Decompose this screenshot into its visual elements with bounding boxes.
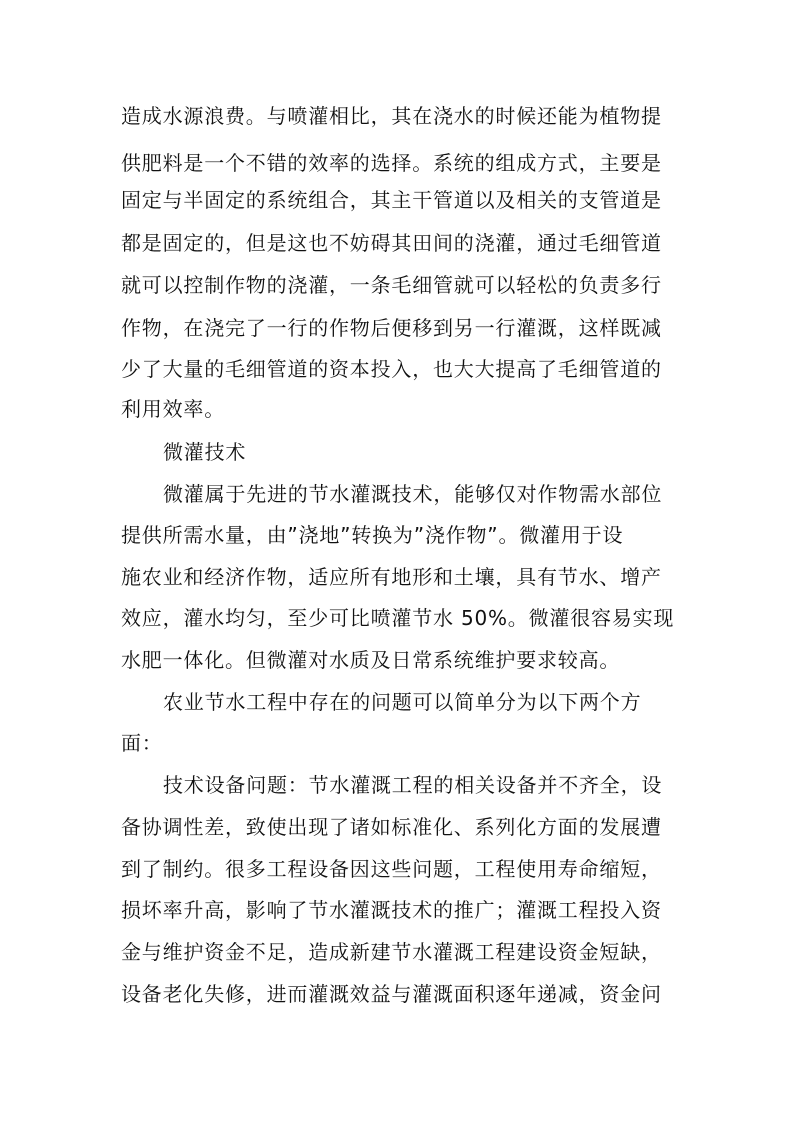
text-line: 损坏率升高，影响了节水灌溉技术的推广；灌溉工程投入资 <box>121 898 662 922</box>
text-line: 供肥料是一个不错的效率的选择。系统的组成方式，主要是 <box>121 151 662 175</box>
text-line: 设备老化失修，进而灌溉效益与灌溉面积逐年递减，资金问 <box>121 982 662 1006</box>
text-line: 水肥一体化。但微灌对水质及日常系统维护要求较高。 <box>121 648 621 672</box>
text-line: 施农业和经济作物，适应所有地形和土壤，具有节水、增产 <box>121 565 662 589</box>
text-line: 面： <box>121 731 163 755</box>
text-line: 效应，灌水均匀，至少可比喷灌节水 50%。微灌很容易实现 <box>121 606 675 630</box>
text-line: 造成水源浪费。与喷灌相比，其在浇水的时候还能为植物提 <box>121 104 662 128</box>
text-line: 备协调性差，致使出现了诸如标准化、系列化方面的发展遭 <box>121 815 662 839</box>
text-line: 利用效率。 <box>121 397 225 421</box>
text-line: 微灌属于先进的节水灌溉技术，能够仅对作物需水部位 <box>163 482 663 506</box>
text-line: 就可以控制作物的浇灌，一条毛细管就可以轻松的负责多行 <box>121 273 662 297</box>
text-line: 到了制约。很多工程设备因这些问题，工程使用寿命缩短， <box>121 857 662 881</box>
text-line: 金与维护资金不足，造成新建节水灌溉工程建设资金短缺， <box>121 940 662 964</box>
text-line: 提供所需水量，由”浇地”转换为”浇作物”。微灌用于设 <box>121 523 624 547</box>
text-line: 农业节水工程中存在的问题可以简单分为以下两个方 <box>163 690 642 714</box>
text-line: 固定与半固定的系统组合，其主干管道以及相关的支管道是 <box>121 188 662 212</box>
text-line: 作物，在浇完了一行的作物后便移到另一行灌溉，这样既减 <box>121 316 662 340</box>
text-line: 少了大量的毛细管道的资本投入，也大大提高了毛细管道的 <box>121 357 662 381</box>
text-line: 都是固定的，但是这也不妨碍其田间的浇灌，通过毛细管道 <box>121 231 662 255</box>
section-heading: 微灌技术 <box>163 440 247 464</box>
text-line: 技术设备问题：节水灌溉工程的相关设备并不齐全，设 <box>163 773 663 797</box>
